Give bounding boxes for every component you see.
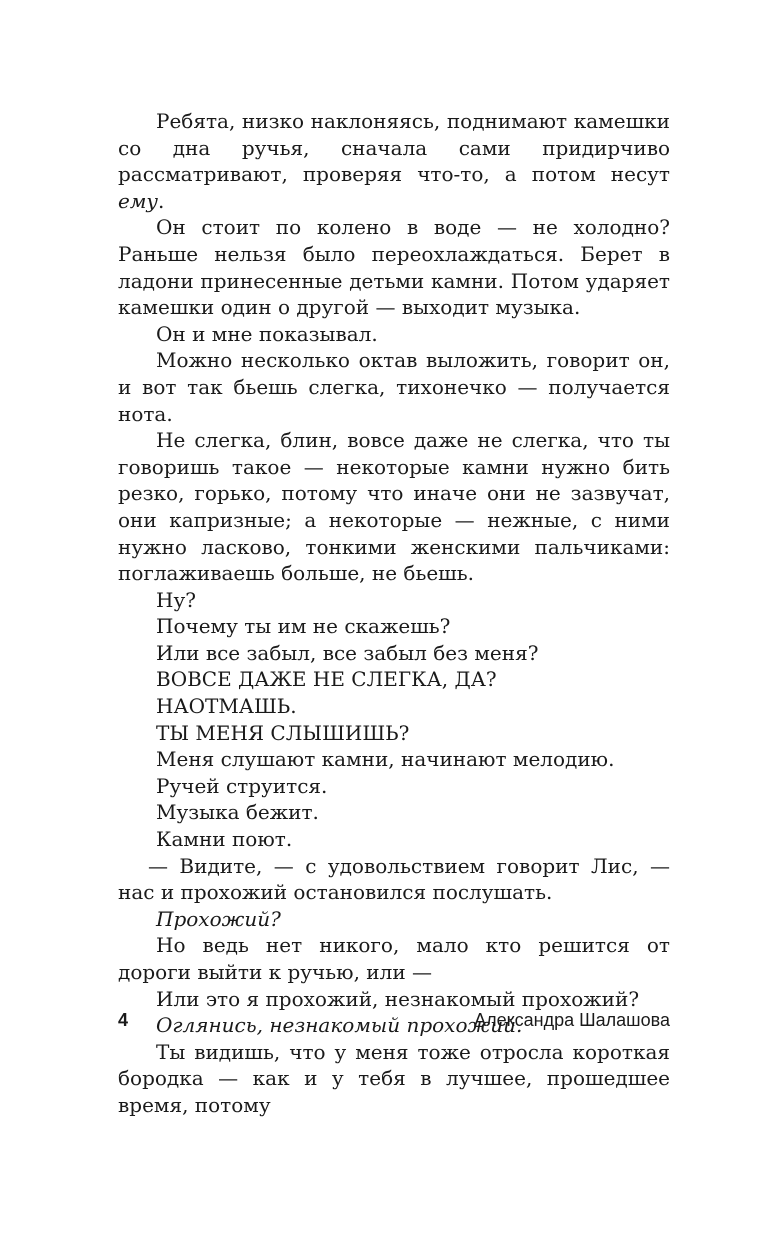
paragraph: ВОВСЕ ДАЖЕ НЕ СЛЕГКА, ДА?: [156, 667, 497, 692]
running-title: Александра Шалашова: [474, 1010, 670, 1030]
paragraph: Он и мне показывал.: [156, 321, 378, 346]
paragraph: Почему ты им не скажешь?: [156, 614, 451, 639]
paragraph: НАОТМАШЬ.: [156, 694, 297, 719]
paragraph: [118, 108, 670, 214]
paragraph: Или это я прохожий, незнакомый прохожий?: [156, 986, 640, 1011]
paragraph: Музыка бежит.: [156, 800, 319, 825]
paragraph: — Видите, — с удовольствием говорит Лис, — нас и прохожий остановился послушать.: [118, 853, 670, 905]
paragraph: Можно несколько октав выложить, говорит он, и вот так бьешь слегка, тихонечко — получается нота.: [118, 348, 670, 426]
emphasis-text: Оглянись, незнакомый прохожий.: [156, 1013, 523, 1038]
paragraph: Но ведь нет никого, мало кто решится от дороги выйти к ручью, или —: [118, 933, 670, 984]
paragraph: Не слегка, блин, вовсе даже не слегка, что ты говоришь такое — некоторые камни нужно бить резко, горько, потому что иначе они не зазвучат, они капризные; а некоторые — нежные, с ними нужно ласково, тонкими женскими пальчиками: поглаживаешь больше, не бьешь.: [118, 428, 670, 586]
paragraph: Камни поют.: [156, 827, 293, 852]
paragraph: Он стоит по колено в воде — не холодно? Раньше нельзя было переохлаждаться. Берет в ладони принесенные детьми камни. Потом ударяет камешки один о другой — выходит музыка.: [118, 215, 670, 320]
paragraph-text: Ребята, низко наклоняясь, поднимают камешки со дна ручья, сначала сами придирчиво рассматривают, проверяя что-то, а потом несут: [118, 109, 670, 187]
paragraph: [118, 906, 670, 933]
paragraph: Или все забыл, все забыл без меня?: [156, 640, 539, 665]
emphasis-text: Прохожий?: [156, 906, 281, 931]
emphasis-text: ему: [118, 188, 159, 213]
page-number: 4: [118, 1010, 129, 1030]
paragraph-text-end: .: [158, 188, 165, 213]
paragraph: Ну?: [156, 587, 196, 612]
paragraph: Ручей струится.: [156, 773, 328, 798]
page-body: [118, 108, 670, 1119]
paragraph: ТЫ МЕНЯ СЛЫШИШЬ?: [156, 720, 410, 745]
paragraph: Ты видишь, что у меня тоже отросла короткая бородка — как и у тебя в лучшее, прошедшее время, потому: [118, 1039, 670, 1117]
paragraph: Меня слушают камни, начинают мелодию.: [156, 747, 615, 772]
